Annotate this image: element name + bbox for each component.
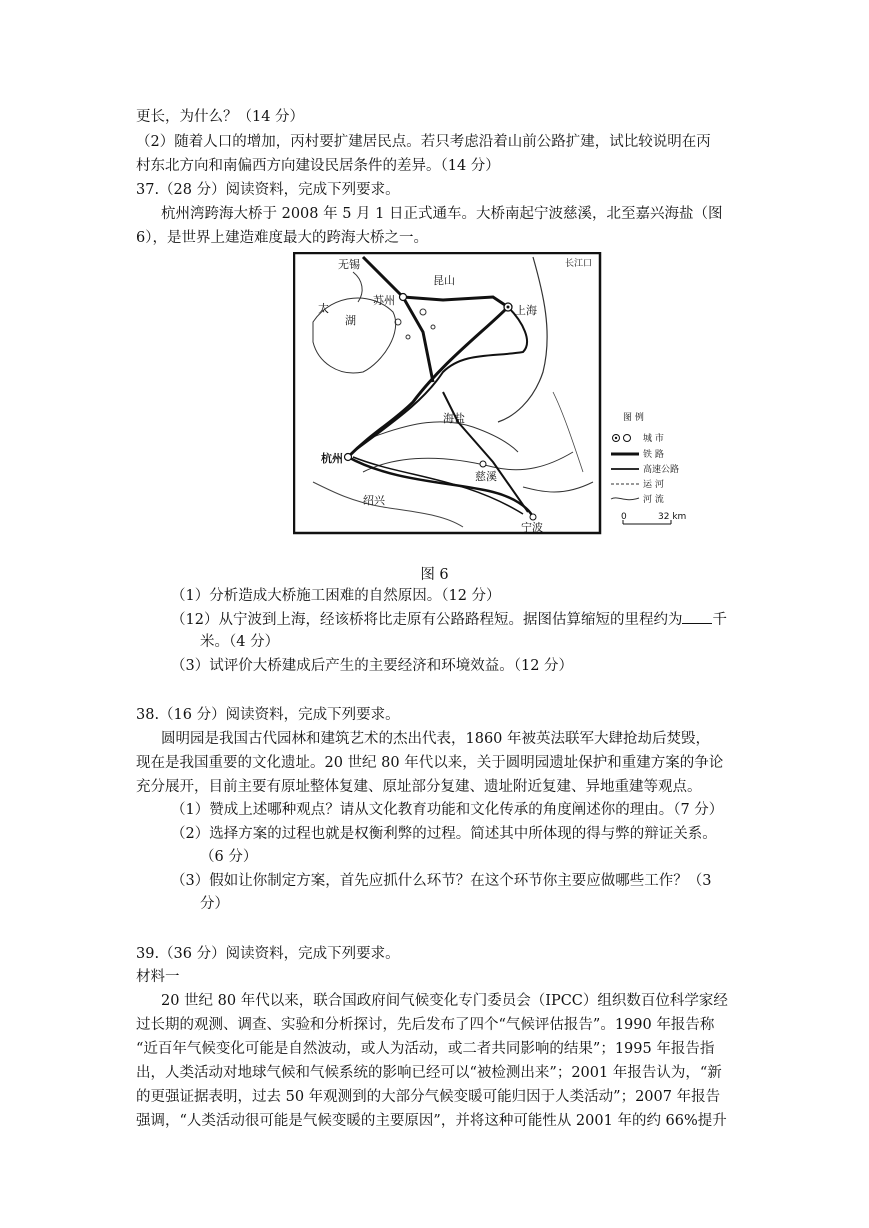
q37-sub1: （1）分析造成大桥施工困难的自然原因。（12 分） [171,588,501,604]
q39-material-label: 材料一 [136,969,180,985]
label-ningbo: 宁波 [521,521,543,534]
q36-line-cont: 更长，为什么？（14 分） [136,109,305,125]
city-marker-cixi [480,461,486,467]
q39-para-line-2: 过长期的观测、调查、实验和分析探讨，先后发布了四个“气候评估报告”。1990 年报告称 [136,1017,715,1033]
legend-expressway: 高速公路 [643,465,680,475]
label-kunshan: 昆山 [433,274,455,287]
figure-caption: 图 6 [420,567,449,583]
legend-title: 图 例 [623,413,644,423]
q37-sub2-text: （12）从宁波到上海，经该桥将比走原有公路路程短。据图估算缩短的里程约为 [171,612,683,628]
q38-sub1: （1）赞成上述哪种观点？请从文化教育功能和文化传承的角度阐述你的理由。（7 分） [171,802,724,818]
city-marker-ningbo [530,514,536,520]
q38-sub3-line-a: （3）假如让你制定方案，首先应抓什么环节？在这个环节你主要应做哪些工作？（3 [171,873,712,889]
map-frame [294,253,600,533]
q39-para-line-1: 20 世纪 80 年代以来，联合国政府间气候变化专门委员会（IPCC）组织数百位科学家经 [161,993,728,1009]
label-suzhou: 苏州 [373,294,395,307]
label-cixi: 慈溪 [475,470,497,483]
legend-railway: 铁 路 [643,450,664,460]
legend-scale-zero: 0 [621,512,627,522]
q36-sub2-line-a: （2）随着人口的增加，丙村要扩建居民点。若只考虑沿着山前公路扩建，试比较说明在丙 [136,134,711,150]
q39-para-line-4: 出，人类活动对地球气候和气候系统的影响已经可以“被检测出来”；2001 年报告认为，“新 [136,1065,722,1081]
q38-para-line-b: 现在是我国重要的文化遗址。20 世纪 80 年代以来，关于圆明园遗址保护和重建方案的争论 [136,755,724,771]
q39-para-line-6: 强调，“人类活动很可能是气候变暖的主要原因”，并将这种可能性从 2001 年的约 66%提升 [136,1113,727,1129]
q38-sub2-line-b: （6 分） [200,849,258,865]
q37-sub2-line-b: 米。（4 分） [200,634,280,650]
q39-para-line-5: 的更强证据表明，过去 50 年观测到的大部分气候变暖可能归因于人类活动”；2007 年报告 [136,1089,721,1105]
q39-heading: 39.（36 分）阅读资料，完成下列要求。 [136,946,400,962]
q38-heading: 38.（16 分）阅读资料，完成下列要求。 [136,707,400,723]
q38-sub2-line-a: （2）选择方案的过程也就是权衡利弊的过程。简述其中所体现的得与弊的辩证关系。 [171,826,717,842]
map-legend [611,411,686,524]
city-marker-hangzhou [345,454,352,461]
q36-sub2-line-b: 村东北方向和南偏西方向建设民居条件的差异。（14 分） [136,158,500,174]
q37-sub2-tail: 千 [712,612,727,628]
q37-heading: 37.（28 分）阅读资料，完成下列要求。 [136,182,400,198]
q37-para-line-b: 6），是世界上建造难度最大的跨海大桥之一。 [136,230,428,246]
q37-para-line-a: 杭州湾跨海大桥于 2008 年 5 月 1 日正式通车。大桥南起宁波慈溪，北至嘉兴海盐（图 [161,206,723,222]
q39-para-line-3: “近百年气候变化可能是自然波动，或人为活动，或二者共同影响的结果”；1995 年报告指 [136,1041,715,1057]
q37-sub3: （3）试评价大桥建成后产生的主要经济和环境效益。（12 分） [171,658,574,674]
label-hangzhou: 杭州 [321,452,343,465]
label-shanghai: 上海 [515,304,537,317]
label-taihu-tai: 太 [318,302,329,315]
legend-scale-value: 32 km [658,512,687,522]
legend-city: 城 市 [643,434,664,444]
answer-blank[interactable] [682,609,712,624]
legend-river: 河 流 [643,495,664,505]
label-haiyan: 海盐 [443,412,465,425]
q37-sub2-line-a [171,609,727,630]
label-taihu-hu: 湖 [345,314,356,327]
city-marker-suzhou [400,294,407,301]
label-changjiangkou: 长江口 [565,259,593,269]
hangzhou-bay-map [293,252,706,535]
label-shaoxing: 绍兴 [363,494,385,507]
legend-canal: 运 河 [643,480,664,490]
q38-para-line-a: 圆明园是我国古代园林和建筑艺术的杰出代表，1860 年被英法联军大肆抢劫后焚毁， [161,731,711,747]
q38-para-line-c: 充分展开，目前主要有原址整体复建、原址部分复建、遗址附近复建、异地重建等观点。 [136,779,702,795]
label-wuxi: 无锡 [338,258,360,271]
q38-sub3-line-b: 分） [200,896,229,912]
